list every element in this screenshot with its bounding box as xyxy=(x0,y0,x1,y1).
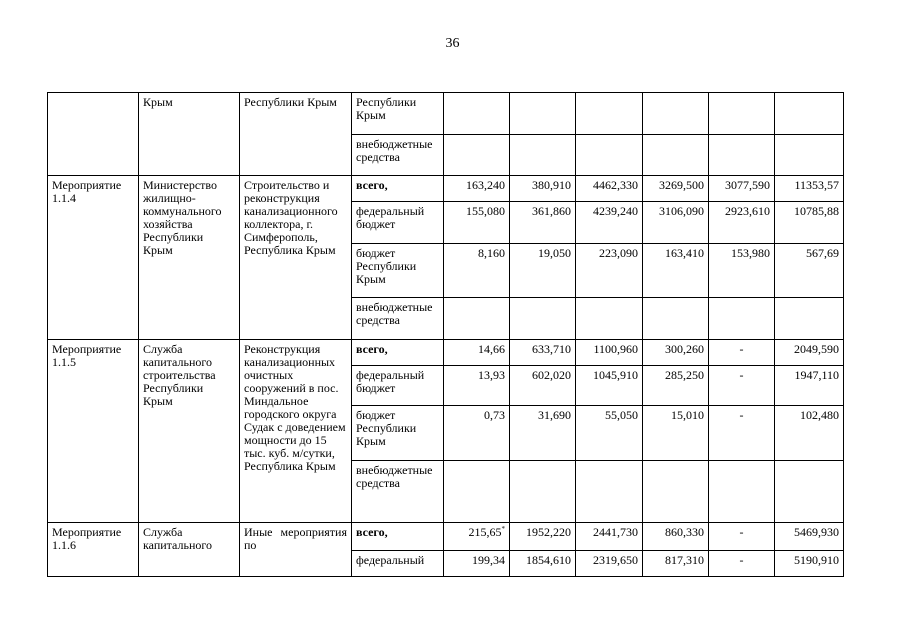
value-cell: 31,690 xyxy=(510,406,576,461)
value-cell: 4462,330 xyxy=(576,176,643,202)
executor-cell: Служба капитального xyxy=(139,523,240,577)
value-cell: 15,010 xyxy=(643,406,709,461)
value-cell: 2923,610 xyxy=(709,202,775,244)
value-cell: - xyxy=(709,551,775,577)
value-cell: 3077,590 xyxy=(709,176,775,202)
source-cell: бюджет Республики Крым xyxy=(352,406,444,461)
value-cell: 1952,220 xyxy=(510,523,576,551)
source-cell: внебюджетные средства xyxy=(352,135,444,176)
source-cell: Республики Крым xyxy=(352,93,444,135)
activity-cell: Иные мероприятия по xyxy=(240,523,352,577)
value-cell: 102,480 xyxy=(775,406,844,461)
value-cell: - xyxy=(709,523,775,551)
value-cell xyxy=(444,93,510,135)
value-cell: 361,860 xyxy=(510,202,576,244)
value-cell xyxy=(709,298,775,340)
value-cell: 8,160 xyxy=(444,244,510,298)
value-cell xyxy=(775,461,844,523)
executor-cell: Министерство жилищно-коммунального хозяйства Республики Крым xyxy=(139,176,240,340)
value-cell: 5190,910 xyxy=(775,551,844,577)
value-cell xyxy=(643,135,709,176)
activity-cell: Реконструкция канализационных очистных сооружений в пос. Миндальное городского округа Судак с доведением мощности до 15 тыс. куб. м/сутки, Республика Крым xyxy=(240,340,352,523)
budget-table xyxy=(47,92,844,577)
value-cell xyxy=(444,298,510,340)
value-cell: - xyxy=(709,340,775,366)
value-cell xyxy=(510,135,576,176)
value-cell: 163,410 xyxy=(643,244,709,298)
source-cell: всего, xyxy=(352,340,444,366)
value-cell: 155,080 xyxy=(444,202,510,244)
value-cell: 3269,500 xyxy=(643,176,709,202)
value-cell xyxy=(775,93,844,135)
event-cell: Мероприятие 1.1.4 xyxy=(48,176,139,340)
value-cell: 0,73 xyxy=(444,406,510,461)
event-cell xyxy=(48,93,139,176)
value-cell xyxy=(576,93,643,135)
value-cell: 1947,110 xyxy=(775,366,844,406)
value-cell: 13,93 xyxy=(444,366,510,406)
value-cell: 163,240 xyxy=(444,176,510,202)
source-cell: бюджет Республики Крым xyxy=(352,244,444,298)
value-cell xyxy=(576,461,643,523)
event-cell: Мероприятие 1.1.6 xyxy=(48,523,139,577)
table-row xyxy=(48,93,844,135)
value-cell xyxy=(643,461,709,523)
value-cell: 2319,650 xyxy=(576,551,643,577)
value-cell: 380,910 xyxy=(510,176,576,202)
value-cell: - xyxy=(709,406,775,461)
source-cell: всего, xyxy=(352,176,444,202)
value-cell xyxy=(576,135,643,176)
executor-cell: Служба капитального строительства Республики Крым xyxy=(139,340,240,523)
value-cell: 1100,960 xyxy=(576,340,643,366)
value-cell xyxy=(444,523,510,551)
value-cell: 2441,730 xyxy=(576,523,643,551)
value-cell xyxy=(444,461,510,523)
activity-cell: Республики Крым xyxy=(240,93,352,176)
value-cell xyxy=(775,135,844,176)
executor-cell: Крым xyxy=(139,93,240,176)
value-cell: 860,330 xyxy=(643,523,709,551)
value-cell xyxy=(775,298,844,340)
footnote-mark: * xyxy=(501,525,505,533)
value-cell xyxy=(576,298,643,340)
value-cell: 223,090 xyxy=(576,244,643,298)
value-cell xyxy=(709,461,775,523)
page-number: 36 xyxy=(445,36,460,51)
value-text: 215,65 xyxy=(468,525,502,539)
value-cell xyxy=(510,461,576,523)
value-cell: - xyxy=(709,366,775,406)
value-cell: 633,710 xyxy=(510,340,576,366)
value-cell: 55,050 xyxy=(576,406,643,461)
source-cell: внебюджетные средства xyxy=(352,461,444,523)
source-cell: федеральный xyxy=(352,551,444,577)
value-cell xyxy=(709,93,775,135)
value-cell xyxy=(510,298,576,340)
value-cell: 19,050 xyxy=(510,244,576,298)
value-cell xyxy=(643,298,709,340)
value-cell: 10785,88 xyxy=(775,202,844,244)
value-cell: 602,020 xyxy=(510,366,576,406)
value-cell: 3106,090 xyxy=(643,202,709,244)
source-cell: внебюджетные средства xyxy=(352,298,444,340)
value-cell: 199,34 xyxy=(444,551,510,577)
value-cell: 567,69 xyxy=(775,244,844,298)
value-cell: 2049,590 xyxy=(775,340,844,366)
value-cell: 4239,240 xyxy=(576,202,643,244)
source-cell: всего, xyxy=(352,523,444,551)
value-cell: 14,66 xyxy=(444,340,510,366)
value-cell: 300,260 xyxy=(643,340,709,366)
value-cell: 11353,57 xyxy=(775,176,844,202)
table-row xyxy=(48,176,844,202)
value-cell: 817,310 xyxy=(643,551,709,577)
value-cell xyxy=(709,135,775,176)
table-row xyxy=(48,340,844,366)
value-cell: 1854,610 xyxy=(510,551,576,577)
table-row xyxy=(48,523,844,551)
source-cell: федеральный бюджет xyxy=(352,366,444,406)
event-cell: Мероприятие 1.1.5 xyxy=(48,340,139,523)
value-cell xyxy=(643,93,709,135)
value-cell: 153,980 xyxy=(709,244,775,298)
value-cell: 1045,910 xyxy=(576,366,643,406)
value-cell xyxy=(510,93,576,135)
source-cell: федеральный бюджет xyxy=(352,202,444,244)
value-cell xyxy=(444,135,510,176)
activity-cell: Строительство и реконструкция канализационного коллектора, г. Симферополь, Республика Крым xyxy=(240,176,352,340)
value-cell: 5469,930 xyxy=(775,523,844,551)
value-cell: 285,250 xyxy=(643,366,709,406)
